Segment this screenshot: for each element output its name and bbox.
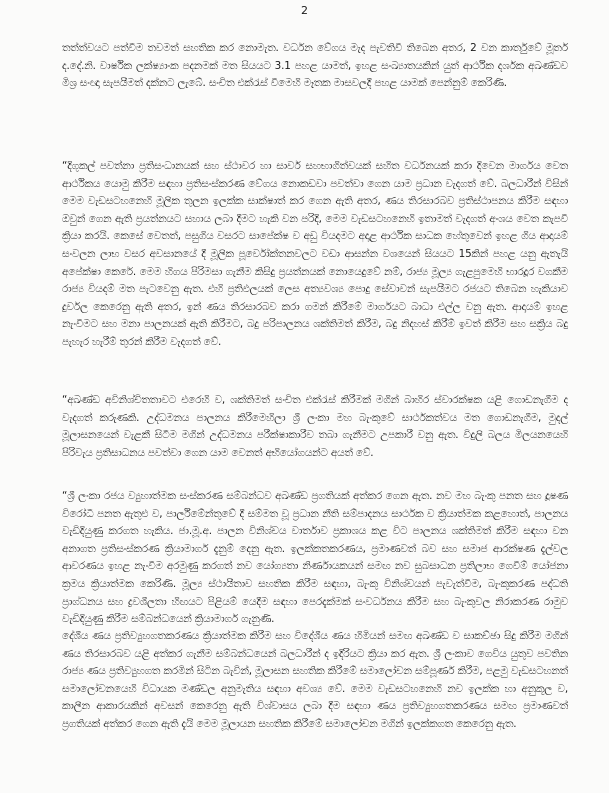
paragraph-2: “දිගුකල් පවත්නා ප්‍රතිසංධානයක් සහ ස්ථාවර හා සාර්ව සහභාගිත්වයක් සහිත වර්ධනයක් කරා දිවෙන මාර්ගය වෙත ආර්ථිකය යොමු කිරීම සඳහා ප්‍රතිසංස්කරණ වේගය නොකඩවා පවත්වා ගෙන යාම ප්‍රධාන වැදගත් වේ. බලධාරීන් විසින් මෙම වැඩසටහනෙහි මූලික තුලන ඉලක්ක සාක්ෂාත් කර ගෙන ඇති අතර, ණය තිරසාරබව ප්‍රතිස්ථාපනය කිරීම සඳහා ඔවුන් ගෙන ඇති ප්‍රයත්නයට සහාය ලබා දීමට හැකි වන පරිදි, මෙම වැඩසටහනෙහි ඉතාමත් වැදගත් අංශය වෙත කැපවී ක්‍රියා කරයි. කෙසේ වෙතත්, පසුගිය වසරට සාපේක්ෂ ව අඩු වියදමට අදාළ ආර්ථික සාධක හේතුවෙන් ඉහළ ගිය ආදායම් සංවලන ලාභ වසර අවසානයේ දී මූලික පූර්වෝක්තනවලට වඩා ආසන්න වශයෙන් සියයට 15කින් පහළ යනු ඇතැයි අපේක්ෂා කෙරේ. මෙම හිගය පිරිමසා ගැනීම කිසිදු ප්‍රයත්නයක් නොයෙදුවේ නම්, රාජ්‍ය මූල්‍ය ගැළපුමෙහි භාරදූර වගකීම රාජ්‍ය වියදම් මත පැටවෙනු ඇත. එහි ප්‍රතිඵලයක් ලෙස අත්‍යවශ්‍ය පොදු සේවාවන් සැපයීමට රජයට තිබෙන හැකියාව දුර්වල කෙරෙනු ඇති අතර, ඉන් ණය තිරසාරබව කරා ගමන් කිරීමේ මාර්ගයට බාධා එල්ල වනු ඇත. ආදායම් ඉහළ නැංවීමට සහ මනා පාලනයක් ඇති කිරීමට, බදු පරිපාලනය ශක්තිමත් කිරීම, බදු නිදහස් කිරීම් ඉවත් කිරීම සහ සක්‍රිය බදු පැහැර හැරීම් තුරන් කිරීම වැදගත් වේ. <box>62 160 568 348</box>
paragraph-5: දේශීය ණය ප්‍රතිව්‍යුහගතකරණය ක්‍රියාත්මක කිරීම සහ විදේශීය ණය හිමියන් සමඟ අඛණ්ඩ ව සාකච්ඡා සිදු කිරීම මගින් ණය තිරසාරබව යළි අත්කර ගැනීම සම්බන්ධයෙන් බලධාරීන් ද ඉදිරියට ක්‍රියා කර ඇත. ශ්‍රී ලංකාව ගෙවිය යුතුව පවතින රාජ්‍ය ණය ප්‍රතිව්‍යුහගත කරමින් සිටින බැවින්, මූලාසන සහතික කිරීමේ සමාලෝචන සම්පූර්ණ කිරීම, පළමු වැඩසටහනත් සමාලෝචනයෙහි විධායක මණ්ඩල අනුමැතිය සඳහා අවශ්‍ය වේ. මෙම වැඩසටහනෙහි නව ඉලක්ක හා අනුකූල ව, කාලීන ආකාරයකින් අවසන් කෙරෙනු ඇති විශ්වාසය ලබා දීම සඳහා ණය ප්‍රතිව්‍යුහගතකරණය සමඟ ප්‍රමාණවත් ප්‍රගතියක් අත්කර ගෙන ඇති දැයි මෙම මූලායන සහතික කිරීමේ සමාලෝචන මගින් ඉලක්කගත කෙරෙනු ඇත. <box>62 630 568 730</box>
page-number: 2 <box>301 4 308 17</box>
paragraph-4: “ශ්‍රී ලංකා රජය ව්‍යුහාත්මක සංස්කරණ සම්බන්ධව අඛණ්ඩ ප්‍රගතියක් අත්කර ගෙන ඇත. නව මහ බැංකු පනත සහ දූෂණ විරෝධී පනත ඇතුළු ව, පාර්ලිමේන්තුවේ දී සම්මත වූ ප්‍රධාන නීති සම්පාදනය සාර්ථක ව ක්‍රියාත්මක කළහොත්, පාලනය වැඩිදියුණු කරගත හැකිය. ජා.මූ.අ. පාලන විනිශ්චය වාර්තාව ප්‍රකාශය කළ විට පාලනය ශක්තිමත් කිරීම සඳහා වන අනාගත ප්‍රතිසංස්කරණ ක්‍රියාමාර්ග දැනුම් දෙනු ඇත. ඉලක්කතකරණය, ප්‍රමාණවත් බව සහ සමාජ ආරක්ෂණ දැල්වල ආවරණය ඉහළ නැංවීම අරමුණු කරගත් නව යෝග්‍යතා නිර්ණායකයන් සමඟ නව සුබසාධන ප්‍රතිලාභ ගෙවීම් යෝජනා ක්‍රමය ක්‍රියාත්මක කෙරිණි. මූල්‍ය ස්ථායීතාව සහතික කිරීම සඳහා, බැංකු විනිශ්චයන් පැවැත්වීම, බැංකුකරණ පද්ධති ප්‍රාග්ධනය සහ ද්‍රවශීලතා හිඟයට පිළියම් යෙදීම සඳහා පෙරදැක්මක් සංවර්ධනය කිරීම සහ බැංකුවල නිරාකරණ රාමුව වැඩිදියුණු කිරීම සම්බන්ධයෙන් ක්‍රියාමාර්ග ගැනුණි. <box>62 490 568 626</box>
paragraph-3: “අඛණ්ඩ අවිනිශ්චිතතාවට එරෙහි ව, ශක්තිමත් සංචිත එක්රැස් කිරීමක් මගින් බාහිර ස්වාරක්ෂක යළි ගොඩනැගීම ද වැදගත් කරුණකි. උද්ධමනය පාලනය කිරීමෙහිලා ශ්‍රී ලංකා මහ බැංකුවේ සාර්ථකත්වය මත ගොඩනැගීම, මුදල් මූලාසනයෙන් වැළකී සිටීම මගින් උද්ධමනය පරීක්ෂාකාරීව තබා ගැනීමට උපකාරී වනු ඇත. විදුලි බලය මිලයනයෙහි පිරිවැය ප්‍රතිසාධනය පවත්වා ගෙන යාම වෙනත් අභියෝගයන්ට අයත් වේ. <box>62 394 568 459</box>
paragraph-1: තත්ත්වයට පත්වීම තවමත් සහතික කර නොමැත. වර්ධන වේගය මැද පැවතිවී තිබෙන අතර, 2 වන කාර්තුවේ මූර්ත ද.දේ.නි. වාර්ෂික ලක්ෂ්‍යාංක පදනමක් මත සියයට 3.1 පහළ යාමත්, ඉහළ සංඛ්‍යාතයකින් යුත් ආර්ථික දර්ශක අඛණ්ඩව මිශ්‍ර සංඥා සැපයීමත් දක්නට ලැබේ. සංචිත එක්රැස් වීමෙහි මෑතක මාසවලදී පහළ යාමක් පෙන්නුම් කෙරිණි. <box>62 42 568 90</box>
